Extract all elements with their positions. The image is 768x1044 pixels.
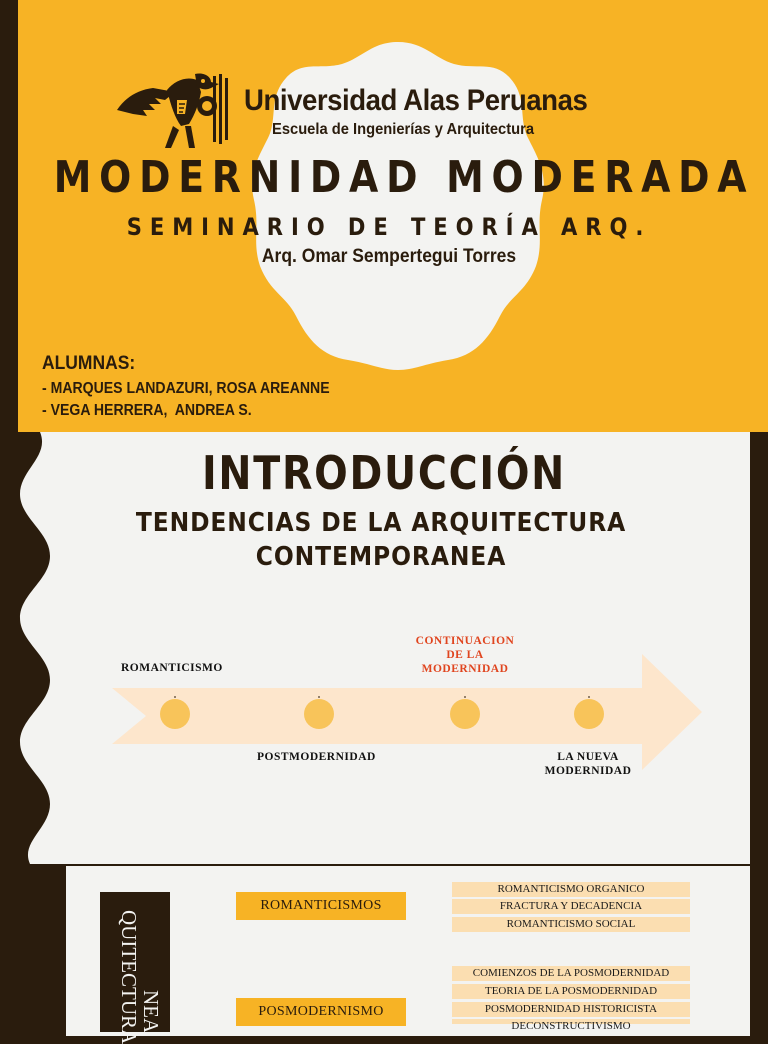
title-slide: [0, 0, 768, 432]
category-item: FRACTURA Y DECADENCIA: [452, 899, 690, 914]
category-item: POSMODERNIDAD HISTORICISTA: [452, 1002, 690, 1017]
category-item: ROMANTICISMO SOCIAL: [452, 917, 690, 932]
left-accent-bar: [0, 0, 18, 432]
school-name: Escuela de Ingenierías y Arquitectura: [272, 121, 535, 138]
student-name: - MARQUES LANDAZURI, ROSA AREANNE: [42, 380, 330, 397]
vertical-title-bar: [100, 892, 170, 1044]
timeline-stop: [304, 699, 334, 729]
timeline-stop: [450, 699, 480, 729]
timeline-stop: [160, 699, 190, 729]
presentation-title: MODERNIDAD MODERADA: [53, 152, 755, 203]
timeline-stop: [574, 699, 604, 729]
presentation-subtitle: SEMINARIO DE TEORÍA ARQ.: [126, 213, 652, 241]
section-subtitle-line: CONTEMPORANEA: [255, 542, 507, 572]
category-item: ROMANTICISMO ORGANICO: [452, 882, 690, 897]
category-item: COMIENZOS DE LA POSMODERNIDAD: [452, 966, 690, 981]
category-posmodernismo: POSMODERNISMO: [236, 998, 406, 1026]
students-label: ALUMNAS:: [42, 353, 136, 374]
timeline-label-romanticismo: ROMANTICISMO: [121, 662, 223, 674]
university-name: Universidad Alas Peruanas: [244, 84, 588, 117]
introduction-slide: [0, 432, 768, 864]
category-item: [452, 1019, 690, 1024]
bird-warrior-logo-icon: [115, 70, 233, 150]
timeline-label-continuacion: CONTINUACION DE LA MODERNIDAD: [415, 635, 515, 675]
category-item: TEORIA DE LA POSMODERNIDAD: [452, 984, 690, 999]
section-subtitle-line: TENDENCIAS DE LA ARQUITECTURA: [135, 508, 627, 538]
teacher-name: Arq. Omar Sempertegui Torres: [261, 246, 517, 267]
section-title: INTRODUCCIÓN: [201, 446, 567, 500]
vertical-title-text: QUITECTURA: [117, 910, 141, 1044]
timeline-label-postmodernidad: POSTMODERNIDAD: [257, 751, 376, 763]
category-romanticismos: ROMANTICISMOS: [236, 892, 406, 920]
vertical-title-text: NEA: [139, 990, 163, 1034]
student-name: - VEGA HERRERA, ANDREA S.: [42, 402, 252, 419]
timeline-label-nueva-modernidad: LA NUEVA MODERNIDAD: [544, 751, 632, 777]
